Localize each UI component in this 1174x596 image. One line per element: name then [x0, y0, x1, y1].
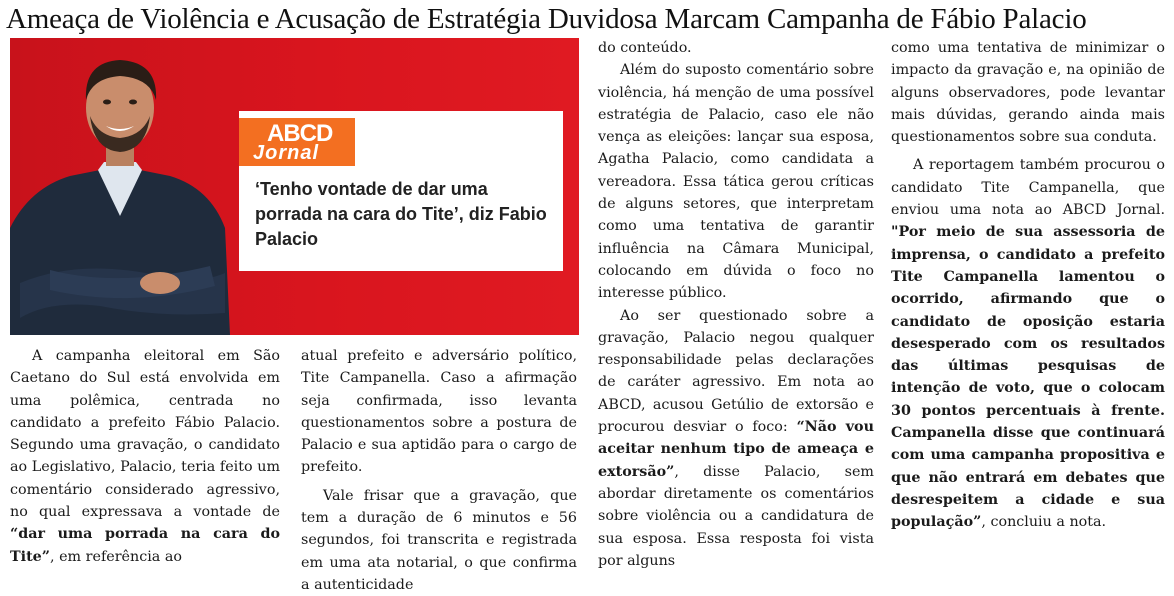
headline: Ameaça de Violência e Acusação de Estratégia Duvidosa Marcam Campanha de Fábio Palacio: [6, 3, 1087, 35]
quote-bold: “dar uma porrada na cara do Tite”: [10, 526, 280, 565]
paragraph: como uma tentativa de minimizar o impacto da gravação e, na opinião de alguns observadores, pode levantar mais dúvidas, gerando ainda mais questionamentos sobre sua conduta.: [891, 40, 1165, 146]
column-3: [598, 37, 874, 572]
card-quote: ‘Tenho vontade de dar uma porrada na cara do Tite’, diz Fabio Palacio: [255, 179, 547, 249]
quote-bold: “Não vou aceitar nenhum tipo de ameaça e extorsão”: [598, 419, 874, 480]
paragraph: [891, 154, 1165, 533]
text: A campanha eleitoral em São Caetano do Sul está envolvida em uma polêmica, centrada no candidato a prefeito Fábio Palacio. Segundo uma gravação, o candidato ao Legislativo, Palacio, teria feito um comentário considerado agressivo, no qual expressava a vontade de: [10, 348, 280, 521]
paragraph: atual prefeito e adversário político, Tite Campanella. Caso a afirmação seja confirmada, isso levanta questionamentos sobre a postura de Palacio e sua aptidão para o cargo de prefeito.: [301, 348, 577, 476]
text: A reportagem também procurou o candidato Tite Campanella, que enviou uma nota ao ABCD Jornal.: [891, 157, 1165, 219]
logo-bottom-text: Jornal: [253, 142, 320, 164]
paragraph: [598, 305, 874, 573]
column-1: [10, 345, 280, 568]
headline-card: [239, 111, 563, 271]
paragraph: Além do suposto comentário sobre violência, há menção de uma possível estratégia de Palacio, caso ele não vença as eleições: lançar sua esposa, Agatha Palacio, como candidata a vereadora. Essa tática gerou críticas de alguns setores, que interpretam como uma tentativa de garantir influência na Câmara Municipal, colocando em dúvida o foco no interesse público.: [598, 62, 874, 302]
paragraph: Vale frisar que a gravação, que tem a duração de 6 minutos e 56 segundos, foi transcrita e registrada em uma ata notarial, o que confirma a autenticidade: [301, 487, 577, 593]
paragraph: do conteúdo.: [598, 40, 692, 56]
paragraph: [10, 345, 280, 568]
text: , disse Palacio, sem abordar diretamente os comentários sobre violência ou a candidatura de sua esposa. Essa resposta foi vista por alguns: [598, 463, 874, 569]
text: , em referência ao: [50, 548, 182, 565]
logo-top-text: ABCD: [267, 120, 333, 147]
candidate-photo-icon: [10, 38, 230, 335]
article-photo: [10, 38, 579, 335]
text: , concluiu a nota.: [981, 514, 1107, 531]
quote-bold: "Por meio de sua assessoria de imprensa, o candidato a prefeito Tite Campanella lamentou o ocorrido, afirmando que o candidato de oposição estaria desesperado com os resultados das últimas pesquisas de intenção de voto, que o colocam 30 pontos percentuais à frente. Campanella disse que continuará com uma campanha propositiva e que não entrará em debates que desrespeitem a cidade e sua população”: [891, 224, 1165, 531]
column-4: [891, 37, 1165, 534]
column-2: [301, 345, 577, 596]
text: Ao ser questionado sobre a gravação, Palacio negou qualquer responsabilidade pelas declarações de caráter agressivo. Em nota ao ABCD, acusou Getúlio de extorsão e procurou desviar o foco:: [598, 307, 874, 436]
abcd-jornal-logo: [239, 118, 355, 166]
